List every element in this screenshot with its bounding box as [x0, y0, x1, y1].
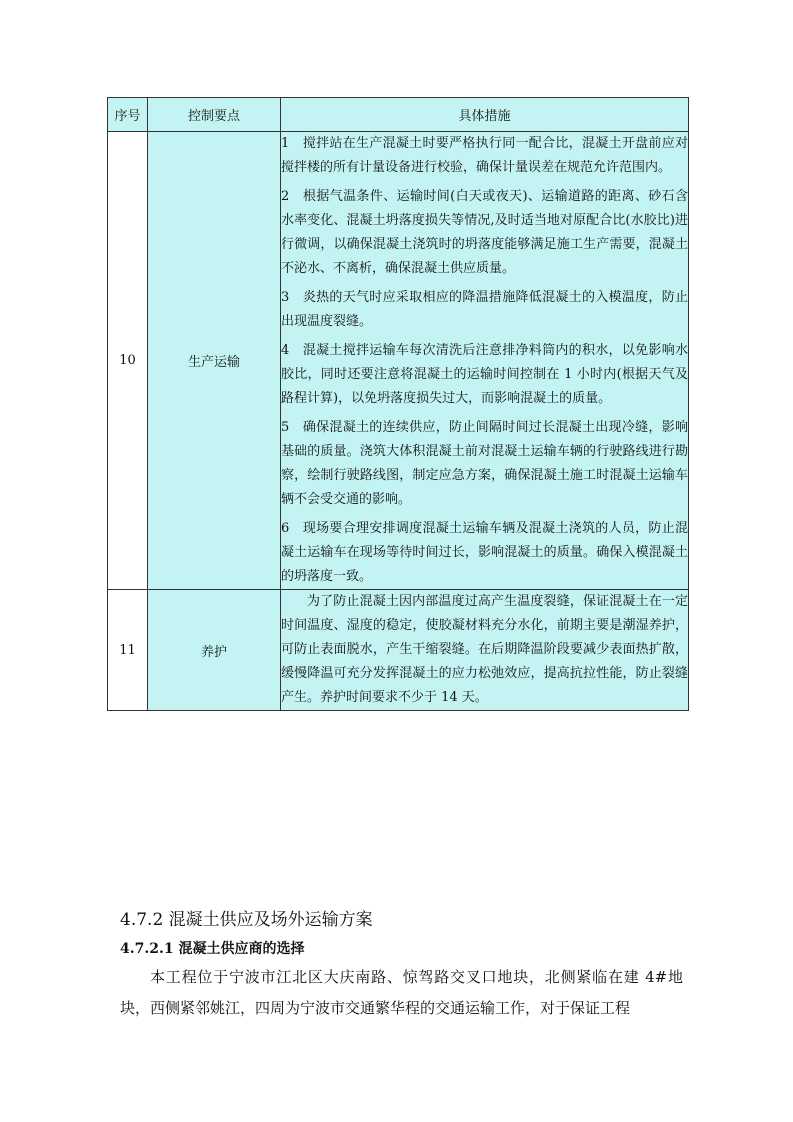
- body-paragraph: 本工程位于宁波市江北区大庆南路、惊驾路交叉口地块，北侧紧临在建 4#地块，西侧紧邻姚江，四周为宁波市交通繁华程的交通运输工作，对于保证工程: [120, 968, 683, 1017]
- header-control-point: 控制要点: [148, 98, 281, 132]
- measure-item: 6 现场要合理安排调度混凝土运输车辆及混凝土浇筑的人员，防止混凝土运输车在现场等待时间过长，影响混凝土的质量。确保入模混凝土的坍落度一致。: [281, 521, 688, 584]
- measure-item: 5 确保混凝土的连续供应，防止间隔时间过长混凝土出现冷缝，影响基础的质量。浇筑大体积混凝土前对混凝土运输车辆的行驶路线进行勘察，绘制行驶路线图，制定应急方案，确保混凝土施工时混凝土运输车辆不会受交通的影响。: [281, 420, 688, 507]
- header-seq: 序号: [108, 98, 148, 132]
- measure-item: 4 混凝土搅拌运输车每次清洗后注意排净料筒内的积水，以免影响水胶比，同时还要注意将混凝土的运输时间控制在 1 小时内(根据天气及路程计算)，以免坍落度损失过大，而影响混凝土的质量。: [281, 343, 688, 406]
- subsection-heading: 4.7.2.1 混凝土供应商的选择: [120, 941, 305, 957]
- row-control-point: 养护: [148, 590, 281, 711]
- row-number: 10: [108, 132, 148, 590]
- row-measures: [281, 132, 689, 590]
- table-row: [108, 132, 689, 590]
- measure-item: 为了防止混凝土因内部温度过高产生温度裂缝，保证混凝土在一定时间温度、湿度的稳定，使胶凝材料充分水化，前期主要是潮湿养护，可防止表面脱水，产生干缩裂缝。在后期降温阶段要减少表面热扩散，缓慢降温可充分发挥混凝土的应力松弛效应，提高抗拉性能，防止裂缝产生。养护时间要求不少于 14 天。: [281, 594, 688, 705]
- table-row: [108, 590, 689, 711]
- measure-item: 1 搅拌站在生产混凝土时要严格执行同一配合比，混凝土开盘前应对搅拌楼的所有计量设备进行校验，确保计量误差在规范允许范围内。: [281, 136, 688, 175]
- section-heading: 4.7.2 混凝土供应及场外运输方案: [120, 910, 373, 930]
- row-number: 11: [108, 590, 148, 711]
- measure-item: 3 炎热的天气时应采取相应的降温措施降低混凝土的入模温度，防止出现温度裂缝。: [281, 290, 688, 329]
- control-points-table: [107, 97, 689, 711]
- table-header-row: [108, 98, 689, 132]
- header-measures: 具体措施: [281, 98, 689, 132]
- measure-item: 2 根据气温条件、运输时间(白天或夜天)、运输道路的距离、砂石含水率变化、混凝土坍落度损失等情况,及时适当地对原配合比(水胶比)进行微调，以确保混凝土浇筑时的坍落度能够满足施工生产需要，混凝土不泌水、不离析，确保混凝土供应质量。: [281, 189, 688, 276]
- row-control-point: 生产运输: [148, 132, 281, 590]
- row-measures: [281, 590, 689, 711]
